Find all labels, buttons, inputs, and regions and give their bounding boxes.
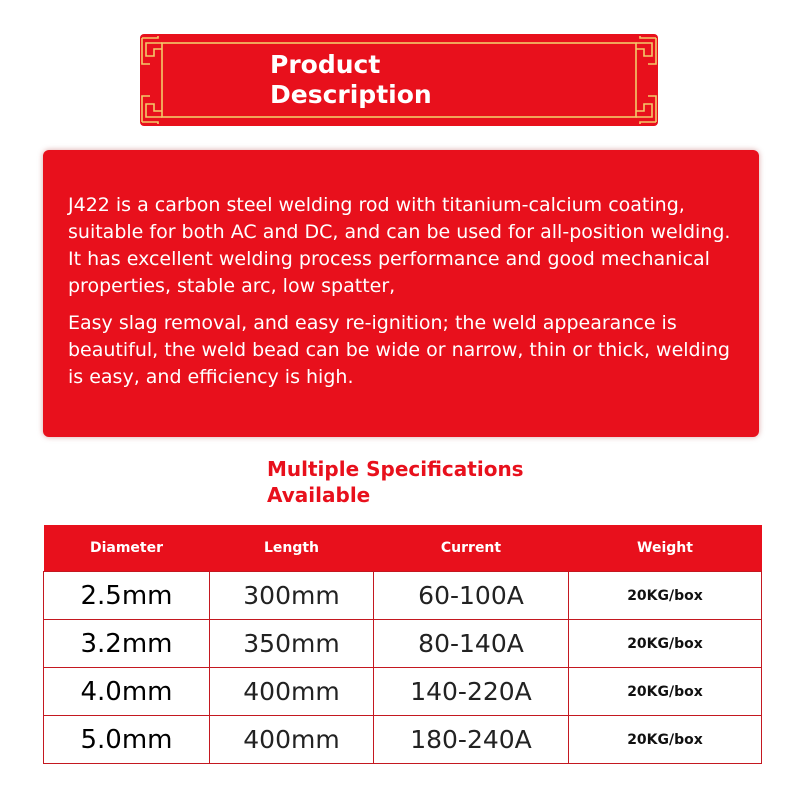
specifications-table <box>43 525 762 764</box>
cell-length: 400mm <box>210 716 374 764</box>
specifications-heading-line2: Available <box>267 483 371 507</box>
description-panel <box>43 150 759 437</box>
banner-title-line2: Description <box>270 80 432 109</box>
cell-diameter: 3.2mm <box>44 620 210 668</box>
description-paragraph-1: J422 is a carbon steel welding rod with titanium-calcium coating, suitable for both AC and DC, and can be used for all-position welding. It has excellent welding process performance and good mechanical properties, stable arc, low spatter, <box>68 194 731 297</box>
cell-weight: 20KG/box <box>569 572 762 620</box>
column-header-diameter: Diameter <box>44 525 210 572</box>
specifications-heading <box>267 456 524 508</box>
cell-current: 80-140A <box>374 620 569 668</box>
specifications-heading-line1: Multiple Specifications <box>267 457 524 481</box>
column-header-length: Length <box>210 525 374 572</box>
column-header-current: Current <box>374 525 569 572</box>
table-row <box>44 572 762 620</box>
cell-length: 350mm <box>210 620 374 668</box>
cell-current: 180-240A <box>374 716 569 764</box>
cell-weight: 20KG/box <box>569 716 762 764</box>
cell-current: 140-220A <box>374 668 569 716</box>
description-paragraph-2: Easy slag removal, and easy re-ignition; the weld appearance is beautiful, the weld bead can be wide or narrow, thin or thick, welding is easy, and efficiency is high. <box>68 312 730 388</box>
cell-current: 60-100A <box>374 572 569 620</box>
table-header-row <box>44 525 762 572</box>
cell-diameter: 2.5mm <box>44 572 210 620</box>
cell-length: 400mm <box>210 668 374 716</box>
cell-weight: 20KG/box <box>569 620 762 668</box>
cell-length: 300mm <box>210 572 374 620</box>
cell-diameter: 5.0mm <box>44 716 210 764</box>
table-row <box>44 668 762 716</box>
cell-diameter: 4.0mm <box>44 668 210 716</box>
table-row <box>44 620 762 668</box>
banner-title-line1: Product <box>270 50 381 79</box>
banner-title <box>270 50 432 110</box>
table-row <box>44 716 762 764</box>
cell-weight: 20KG/box <box>569 668 762 716</box>
product-description-banner <box>140 34 658 126</box>
column-header-weight: Weight <box>569 525 762 572</box>
